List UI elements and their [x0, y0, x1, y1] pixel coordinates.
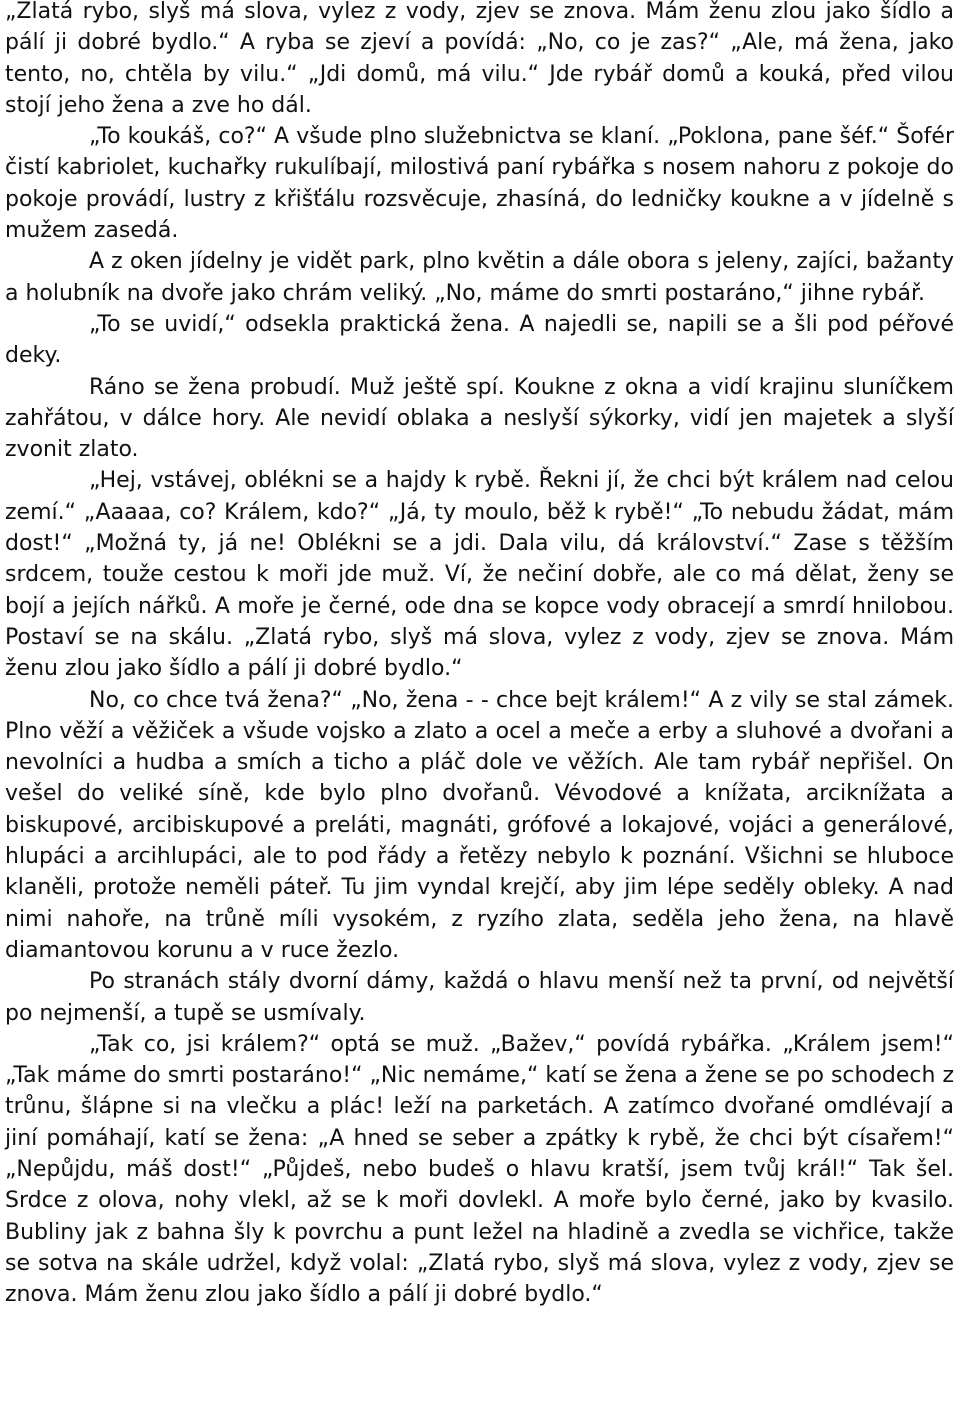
paragraph-7: No, co chce tvá žena?“ „No, žena - - chce bejt králem!“ A z vily se stal zámek. Plno věží a věžiček a všude vojsko a zlato a ocel a meče a erby a sluhové a dvořani a nevolníci a hudba a smích a ticho a pláč dole ve věžích. Ale tam rybář nepřišel. On vešel do veliké síně, kde bylo plno dvořanů. Vévodové a knížata, arciknížata a biskupové, arcibiskupové a preláti, magnáti, grófové a lokajové, vojáci a generálové, hlupáci a arcihlupáci, ale to pod řády a řetězy nebylo k poznání. Všichni se hluboce klaněli, protože neměli páteř. Tu jim vyndal krejčí, aby jim lépe seděly obleky. A nad nimi nahoře, na trůně míli vysokém, z ryzího zlata, seděla jeho žena, na hlavě diamantovou korunu a v ruce žezlo. — [5, 687, 954, 963]
paragraph-8: Po stranách stály dvorní dámy, každá o hlavu menší než ta první, od největší po nejmenší, a tupě se usmívaly. — [5, 969, 954, 1026]
paragraph-9: „Tak co, jsi králem?“ optá se muž. „Bažev,“ povídá rybářka. „Králem jsem!“ „Tak máme do smrti postaráno!“ „Nic nemáme,“ katí se žena a žene se po schodech z trůnu, šlápne si na vlečku a plác! leží na parketách. A zatímco dvořané omdlévají a jiní pomáhají, katí se žena: „A hned se seber a zpátky k rybě, že chci být císařem!“ „Nepůjdu, máš dost!“ „Půjdeš, nebo budeš o hlavu kratší, jsem tvůj král!“ Tak šel. Srdce z olova, nohy vlekl, až se k moři dovlekl. A moře bylo černé, jako by kvasilo. Bubliny jak z bahna šly k povrchu a punt ležel na hladině a zvedla se vichřice, takže se sotva na skále udržel, když volal: „Zlatá rybo, slyš má slova, vylez z vody, zjev se znova. Mám ženu zlou jako šídlo a pálí ji dobré bydlo.“ — [5, 1031, 954, 1308]
paragraph-6: „Hej, vstávej, oblékni se a hajdy k rybě. Řekni jí, že chci být králem nad celou zemí.“ „Aaaaa, co? Králem, kdo?“ „Já, ty moulo, běž k rybě!“ „To nebudu žádat, mám dost!“ „Možná ty, já ne! Oblékni se a jdi. Dala vilu, dá království.“ Zase s těžším srdcem, touže cestou k moři jde muž. Ví, že nečiní dobře, ale co má dělat, ženy se bojí a jejích nářků. A moře je černé, ode dna se kopce vody obracejí a smrdí hnilobou. Postaví se na skálu. „Zlatá rybo, slyš má slova, vylez z vody, zjev se znova. Mám ženu zlou jako šídlo a pálí ji dobré bydlo.“ — [5, 468, 954, 682]
paragraph-2: „To koukáš, co?“ A všude plno služebnictva se klaní. „Poklona, pane šéf.“ Šofér čistí kabriolet, kuchařky rukulíbají, milostivá paní rybářka s nosem nahoru z pokoje do pokoje provádí, lustry z křišťálu rozsvěcuje, zhasíná, do ledničky koukne a v jídelně s mužem zasedá. — [5, 124, 954, 244]
paragraph-4: „To se uvidí,“ odsekla praktická žena. A najedli se, napili se a šli pod péřové deky. — [5, 311, 954, 369]
paragraph-5: Ráno se žena probudí. Muž ještě spí. Koukne z okna a vidí krajinu sluníčkem zahřátou, v dálce hory. Ale nevidí oblaka a neslyší sýkorky, vidí jen majetek a slyší zvonit zlato. — [5, 374, 954, 463]
paragraph-3: A z oken jídelny je vidět park, plno květin a dále obora s jeleny, zajíci, bažanty a holubník na dvoře jako chrám veliký. „No, máme do smrti postaráno,“ jihne rybář. — [5, 249, 954, 306]
paragraph-1: „Zlatá rybo, slyš má slova, vylez z vody, zjev se znova. Mám ženu zlou jako šídlo a pálí ji dobré bydlo.“ A ryba se zjeví a povídá: „No, co je zas?“ „Ale, má žena, jako tento, no, chtěla by vilu.“ „Jdi domů, má vilu.“ Jde rybář domů a kouká, před vilou stojí jeho žena a zve ho dál. — [5, 0, 954, 118]
